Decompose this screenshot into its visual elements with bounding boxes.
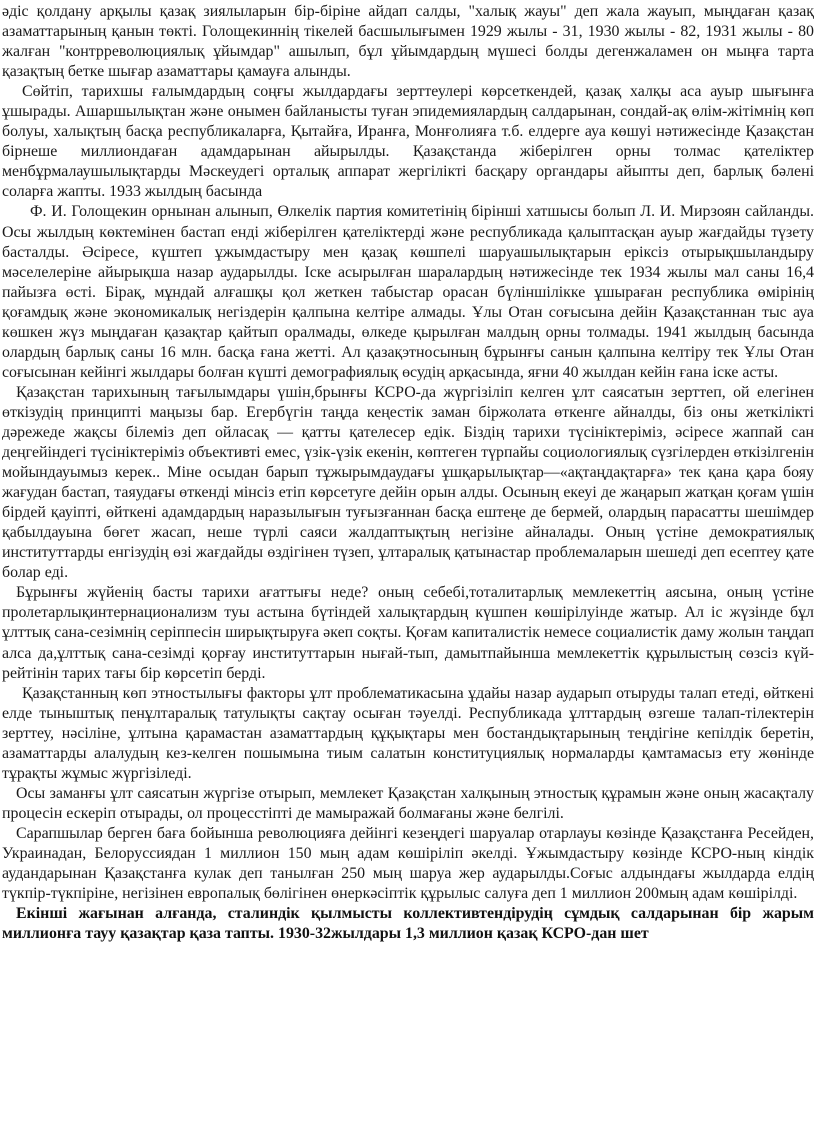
paragraph-repression: әдіс қолдану арқылы қазақ зиялыларын бір-біріне айдап салды, "халық жауы" деп жала жауып, мыңдаған қазақ азаматтарының қанын төкті. Голощекиннің тікелей басшылығымен 1929 жылы - 31, 1930 жылы - 82, 1931 жылы - 80 жалған "контрреволюциялық ұйымдар" ашылып, бұл ұйымдардың мүшесі болды дегенжаламен он мыңға тарта қазақтың бетке шығар азаматтары қамауға алынды. <box>2 3 814 81</box>
paragraph-migration-estimates: Сарапшылар берген баға бойынша революцияға дейінгі кезеңдегі шаруалар отарлауы көзінде Қазақстанға Ресейден, Украинадан, Белоруссиядан 1 миллион 150 мың адам көшіріліп әкелді. Ұжымдастыру көзінде КСРО-ның кіндік аудандарынан Қазақстанға кулак деп танылған 250 мың шаруа жер аударылды.Соғыс алдындағы жылдарда елдің түкпір-түкпіріне, негізінен европалық бөлігінен өнеркәсіптік құрылыс салуға деп 1 миллион 200мың адам көшірілді. <box>2 824 814 903</box>
paragraph-modern-policy: Осы заманғы ұлт саясатын жүргізе отырып, мемлекет Қазақстан халқының этностық құрамын және оның жасақталу процесін ескеріп отырады, ол процесстіпті де мамыражай болмағаны және белгілі. <box>2 784 814 822</box>
paragraph-collectivization-losses: Екінші жағынан алғанда, сталиндік қылмысты коллективтендірудің сұмдық салдарынан бір жарым миллионға тауу қазақтар қаза тапты. 1930-32жылдары 1,3 миллион қазақ КСРО-дан шет <box>2 905 814 943</box>
paragraph-former-system-error: Бұрынғы жүйенің басты тарихи ағаттығы неде? оның себебі,тоталитарлық мемлекеттің аясына, оның үстіне пролетарлықинтернационализм туы астына бүтіндей халықтардың күшпен көшірілуінде жатыр. Ал іс жүзінде бұл ұлттық сана-сезімнің серіппесін ширықтыруға әкеп соқты. Қоғам капиталистік немесе социалистік даму жолын таңдап алса да,ұлттық сана-сезімді қорғау институттарын нығай-тып, дамытпайынша мемлекеттік құрылыстың сөзсіз күй-рейтінін тарих тағы бір көрсетіп берді. <box>2 584 814 682</box>
paragraph-multiethnic-factor: Қазақстанның көп этностылығы факторы ұлт проблематикасына ұдайы назар аударып отыруды талап етеді, өйткені елде тыныштық пенұлтаралық татулықты сақтау осыған тәуелді. Республикада ұлттардың өзгеше талап-тілектерін зерттеу, нәсіліне, ұлтына қарамастан азаматтардың құқықтары мен бостандықтарының теңдігіне кепілдік беретін, азаматтарды алалудың кез-келген пошымына тиым салатын конституциялық нормаларды қамтамасыз ету жөнінде тұрақты жұмыс жүргізіледі. <box>2 684 814 782</box>
paragraph-population-loss: Сөйтіп, тарихшы ғалымдардың соңғы жылдардағы зерттеулері көрсеткендей, қазақ халқы аса ауыр шығынға ұшырады. Ашаршылықтан және онымен байланысты туған эпидемиялардың салдарынан, сондай-ақ өлім-жітімнің көп болуы, халықтың басқа республикаларға, Қытайға, Иранға, Монғолияға т.б. елдерге ауа көшуі нәтижесінде Қазақстан бірнеше миллиондаған адамдарынан айырылды. Қазақстанда жіберілген орны толмас қателіктер менбұрмалаушылықтарды Мәскеудегі орталық аппарат жергілікті басқару органдары айыпты деп, барлық бәлені соларға жапты. 1933 жылдың басында <box>2 83 814 201</box>
paragraph-mirzoyan-recovery: Ф. И. Голощекин орнынан алынып, Өлкелік партия комитетінің бірінші хатшысы болып Л. И. Мирзоян сайланды. Осы жылдың көктемінен бастап енді жіберілген қателіктерді және республикада қалыптасқан ауыр жағдайды түзету басталды. Әсіресе, күштеп ұжымдастыру мен қазақ көшпелі шаруашылықтарын еріксіз отырықшыландыру мәселелеріне айырықша назар аударылды. Іске асырылған шаралардың нәтижесінде тек 1934 жылы мал саны 16,4 пайызға өсті. Бірақ, мұндай алғашқы қол жеткен табыстар орасан бүліншілікке ұшыраған республика өмірінің қоғамдық және экономикалық негіздерін қалпына келтіре алмады. Ұлы Отан соғысына дейін Қазақстаннан тыс ауа көшкен жүз мыңдаған қазақтар қайтып оралмады, өлкеде қырылған малдың орны толмады. 1941 жылдың басында олардың барлық саны 16 млн. басқа ғана жетті. Ал қазақэтносының бұрынғы санын қалпына келтіру тек Ұлы Отан соғысынан кейінгі жылдары болған күшті демографиялық өсудің арқасында, яғни 40 жылдан кейін ғана іске асты. <box>2 203 814 381</box>
paragraph-history-lessons: Қазақстан тарихының тағылымдары үшін,брынғы КСРО-да жүргізіліп келген ұлт саясатын зерттеп, ой елегінен өткізудің принципті маңызы бар. Егербүгін таңда кеңестік заман біржолата өткенге айналды, біз оны жеткілікті дәрежеде жақсы білеміз деп ойласақ — қатты қателесер едік. Біздің тарихи түсініктеріміз, әсіресе жаппай сан деңгейіндегі түсініктеріміз объективті емес, үзік-үзік екенін, көптеген түрпайы социологиялық сүзгілерден өткізілгенін мойындауымыз керек.. Міне осыдан барып тұжырымдаудағы ұшқарылықтар—«ақтаңдақтарға» тек қана қара бояу жағудан бастап, таяудағы өткенді мінсіз етіп көрсетуге дейін орын алды. Осының екеуі де жаңарып жатқан қоғам үшін бірдей қауіпті, өйткені адамдардың наразылығын туғызғаннан басқа ештеңе де бермей, олардың парасатты шешімдер қабылдауына бөгет жасап, неше түрлі саяси жалдаптықтың негізіне айналады. Оның үстіне демократиялық институттарды енгізудің өзі жағдайды өздігінен түзеп, ұлтаралық қатынастар проблемаларын шешеді деп есептеу қате болар еді. <box>2 383 814 582</box>
